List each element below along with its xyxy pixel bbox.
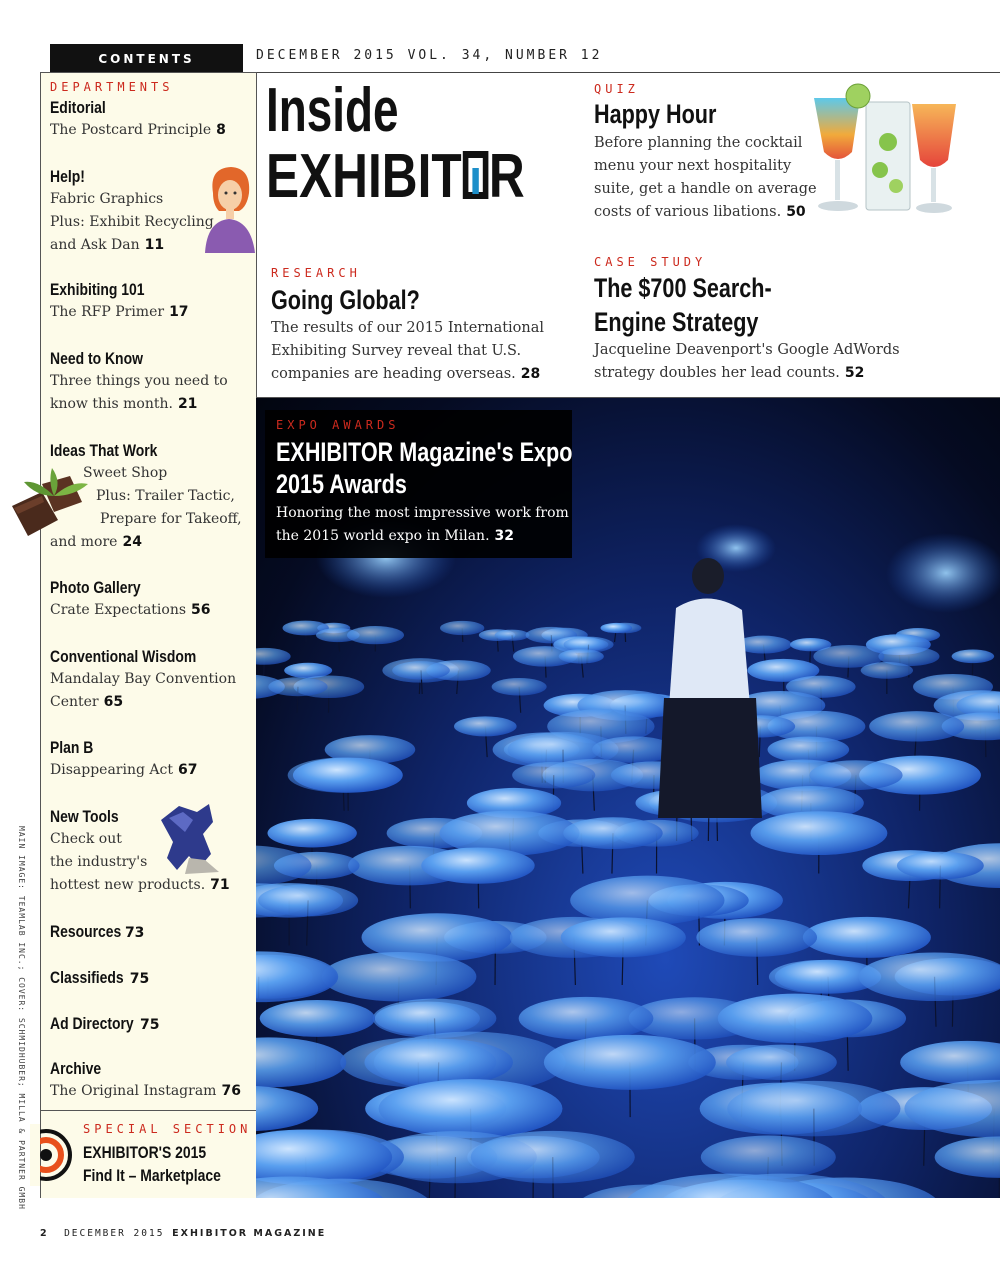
case-study-label: CASE STUDY bbox=[594, 255, 707, 269]
research-headline[interactable]: Going Global? bbox=[271, 285, 420, 315]
robot-creature-illustration bbox=[149, 798, 224, 876]
lily-pad bbox=[256, 1086, 318, 1131]
expo-awards-box[interactable] bbox=[265, 410, 572, 558]
case-study-headline-2[interactable]: Engine Strategy bbox=[594, 307, 759, 337]
research-text bbox=[271, 317, 571, 386]
lily-pad bbox=[256, 846, 312, 886]
dept-desc: the industry's bbox=[50, 854, 148, 870]
lily-pad bbox=[471, 1131, 635, 1183]
lily-pad bbox=[322, 952, 477, 1001]
dept-desc: and more bbox=[50, 534, 118, 550]
dept-desc: The Postcard Principle bbox=[50, 122, 212, 138]
lily-pad bbox=[570, 876, 724, 925]
quiz-line: Before planning the cocktail bbox=[594, 135, 803, 151]
quiz-page: 50 bbox=[786, 204, 806, 220]
dept-desc: The Original Instagram bbox=[50, 1083, 217, 1099]
lily-pad bbox=[600, 623, 632, 633]
lily-pad bbox=[861, 662, 913, 679]
departments-label: DEPARTMENTS bbox=[50, 80, 174, 94]
dept-editorial[interactable] bbox=[50, 97, 255, 142]
title-r: R bbox=[488, 142, 525, 211]
dept-desc: Fabric Graphics bbox=[50, 191, 164, 207]
lily-pad bbox=[696, 918, 817, 957]
expo-headline-1: EXHIBITOR Magazine's Expo bbox=[276, 437, 573, 467]
dept-head: Resources bbox=[50, 922, 122, 941]
lily-pad bbox=[809, 760, 902, 790]
lily-pad bbox=[561, 917, 686, 957]
dept-desc: Center bbox=[50, 694, 99, 710]
dept-exhibiting-101[interactable] bbox=[50, 279, 255, 324]
dept-head: Need to Know bbox=[50, 349, 143, 368]
dept-desc: The RFP Primer bbox=[50, 304, 165, 320]
dept-desc: know this month. bbox=[50, 396, 173, 412]
lily-pad bbox=[379, 1079, 563, 1138]
logo-o-mark bbox=[462, 151, 488, 199]
dept-page: 73 bbox=[124, 925, 145, 941]
dept-desc: Prepare for Takeoff, bbox=[100, 511, 242, 527]
dept-page: 67 bbox=[177, 762, 198, 778]
title-exhibit: EXHIBIT bbox=[266, 142, 462, 211]
dept-head: Help! bbox=[50, 167, 85, 186]
dept-need-to-know[interactable] bbox=[50, 348, 255, 416]
page-title-exhibitor bbox=[266, 144, 525, 210]
lily-pad bbox=[701, 1136, 836, 1179]
top-rule bbox=[243, 72, 1000, 73]
lily-pad bbox=[544, 1035, 716, 1090]
expo-page: 32 bbox=[494, 528, 515, 544]
lily-pad bbox=[727, 1081, 900, 1136]
case-study-headline-1[interactable]: The $700 Search- bbox=[594, 273, 772, 303]
case-study-text bbox=[594, 339, 924, 385]
lily-pad bbox=[952, 650, 995, 664]
page-title-inside: Inside bbox=[266, 76, 399, 145]
dept-head: Editorial bbox=[50, 98, 106, 117]
dept-desc: hottest new products. bbox=[50, 877, 206, 893]
research-page: 28 bbox=[520, 366, 541, 382]
issue-line: DECEMBER 2015 VOL. 34, NUMBER 12 bbox=[256, 48, 603, 63]
research-line: The results of our 2015 International bbox=[271, 320, 545, 336]
dept-head: Exhibiting 101 bbox=[50, 280, 145, 299]
lily-pad bbox=[421, 847, 534, 883]
dept-head: Ad Directory bbox=[50, 1014, 134, 1033]
dept-page: 17 bbox=[169, 304, 189, 320]
lily-pad bbox=[392, 661, 450, 679]
lily-pad bbox=[519, 997, 654, 1040]
expo-line: the 2015 world expo in Milan. bbox=[276, 528, 490, 544]
dept-head: Conventional Wisdom bbox=[50, 647, 197, 666]
dept-desc: Disappearing Act bbox=[50, 762, 173, 778]
dept-page: 76 bbox=[221, 1083, 241, 1099]
dept-desc: Plus: Trailer Tactic, bbox=[96, 488, 235, 504]
footer-magazine: EXHIBITOR MAGAZINE bbox=[172, 1228, 327, 1239]
special-section-line2[interactable]: Find It – Marketplace bbox=[83, 1166, 221, 1185]
dept-page: 65 bbox=[103, 694, 124, 710]
dept-head: Ideas That Work bbox=[50, 441, 158, 460]
special-section-line1[interactable]: EXHIBITOR'S 2015 bbox=[83, 1143, 207, 1162]
lily-pad bbox=[751, 811, 888, 855]
lily-pad bbox=[512, 762, 595, 789]
special-section-icon bbox=[30, 1124, 78, 1186]
lily-pad bbox=[256, 1037, 346, 1087]
cocktails-illustration bbox=[808, 82, 968, 222]
case-study-line: strategy doubles her lead counts. bbox=[594, 365, 840, 381]
dept-head: Plan B bbox=[50, 738, 94, 757]
quiz-text bbox=[594, 132, 819, 224]
dept-desc: and Ask Dan bbox=[50, 237, 140, 253]
page-footer bbox=[40, 1228, 326, 1239]
person-figure bbox=[658, 558, 762, 818]
contents-tab: CONTENTS bbox=[50, 44, 243, 74]
research-label: RESEARCH bbox=[271, 266, 361, 280]
dept-head: Archive bbox=[50, 1059, 102, 1078]
dept-page: 11 bbox=[144, 237, 165, 253]
quiz-label: QUIZ bbox=[594, 82, 639, 96]
quiz-line: menu your next hospitality bbox=[594, 158, 792, 174]
lily-pad bbox=[495, 630, 530, 641]
lily-pad bbox=[900, 1041, 1000, 1084]
lily-pad bbox=[935, 1136, 1000, 1177]
dept-page: 71 bbox=[210, 877, 230, 893]
lily-pad bbox=[492, 678, 547, 696]
dept-desc: Mandalay Bay Convention bbox=[50, 671, 237, 687]
dept-page: 75 bbox=[140, 1017, 160, 1033]
dept-page: 21 bbox=[177, 396, 198, 412]
lily-pad bbox=[260, 1000, 375, 1037]
dept-page: 56 bbox=[191, 602, 211, 618]
quiz-headline[interactable]: Happy Hour bbox=[594, 99, 717, 129]
dept-plan-b[interactable] bbox=[50, 737, 255, 782]
quiz-line: costs of various libations. bbox=[594, 204, 782, 220]
expo-text bbox=[276, 502, 571, 548]
quiz-line: suite, get a handle on average bbox=[594, 181, 817, 197]
lily-pad bbox=[258, 884, 358, 916]
dept-desc: Crate Expectations bbox=[50, 602, 187, 618]
lily-pad bbox=[726, 1045, 837, 1080]
lily-pad bbox=[267, 819, 356, 848]
expo-line: Honoring the most impressive work from bbox=[276, 505, 569, 521]
dept-head: Classifieds bbox=[50, 968, 124, 987]
footer-date: DECEMBER 2015 bbox=[64, 1228, 165, 1239]
dept-page: 75 bbox=[129, 971, 150, 987]
research-line: companies are heading overseas. bbox=[271, 366, 516, 382]
lily-pad bbox=[256, 648, 291, 665]
expo-label: EXPO AWARDS bbox=[276, 418, 400, 432]
lily-pad bbox=[268, 677, 327, 696]
lily-pad bbox=[768, 737, 850, 763]
lily-pad bbox=[803, 917, 931, 958]
dept-head: New Tools bbox=[50, 807, 119, 826]
special-section-rule bbox=[40, 1110, 257, 1111]
lily-pad bbox=[454, 716, 517, 736]
lily-pad bbox=[440, 621, 484, 635]
lily-pad bbox=[559, 649, 604, 663]
lily-pad bbox=[347, 626, 404, 644]
dept-resources[interactable] bbox=[50, 921, 255, 943]
dept-classifieds[interactable] bbox=[50, 967, 255, 989]
lily-pad bbox=[256, 951, 338, 1002]
lily-pad bbox=[364, 1039, 513, 1087]
dept-desc: Check out bbox=[50, 831, 122, 847]
case-study-page: 52 bbox=[844, 365, 865, 381]
dept-page: 24 bbox=[122, 534, 142, 550]
ask-dan-illustration bbox=[199, 163, 257, 253]
lily-pad bbox=[869, 711, 964, 741]
lily-pad bbox=[897, 852, 984, 880]
dept-head: Photo Gallery bbox=[50, 578, 141, 597]
dept-desc: Sweet Shop bbox=[83, 465, 168, 481]
lily-pad bbox=[859, 952, 1000, 1001]
chocolate-leaf-illustration bbox=[8, 462, 94, 542]
expo-headline-2: 2015 Awards bbox=[276, 469, 407, 499]
departments-sidebar bbox=[40, 72, 257, 1198]
footer-page-number: 2 bbox=[40, 1228, 49, 1239]
case-study-line: Jacqueline Deavenport's Google AdWords bbox=[594, 342, 900, 358]
dept-archive[interactable] bbox=[50, 1058, 255, 1103]
lily-pad bbox=[293, 758, 403, 793]
dept-photo-gallery[interactable] bbox=[50, 577, 255, 622]
dept-desc: Three things you need to bbox=[50, 373, 228, 389]
photo-credit: MAIN IMAGE: TEAMLAB INC.; COVER: SCHMIDHUBER; MILLA & PARTNER GMBH bbox=[17, 826, 26, 1210]
dept-page: 8 bbox=[216, 122, 226, 138]
dept-desc: Plus: Exhibit Recycling bbox=[50, 214, 214, 230]
lily-pad bbox=[718, 994, 873, 1043]
special-section-label: SPECIAL SECTION bbox=[83, 1122, 252, 1136]
lily-pad bbox=[563, 817, 663, 849]
research-line: Exhibiting Survey reveal that U.S. bbox=[271, 343, 522, 359]
dept-conventional-wisdom[interactable] bbox=[50, 646, 255, 714]
dept-ad-directory[interactable] bbox=[50, 1013, 255, 1035]
